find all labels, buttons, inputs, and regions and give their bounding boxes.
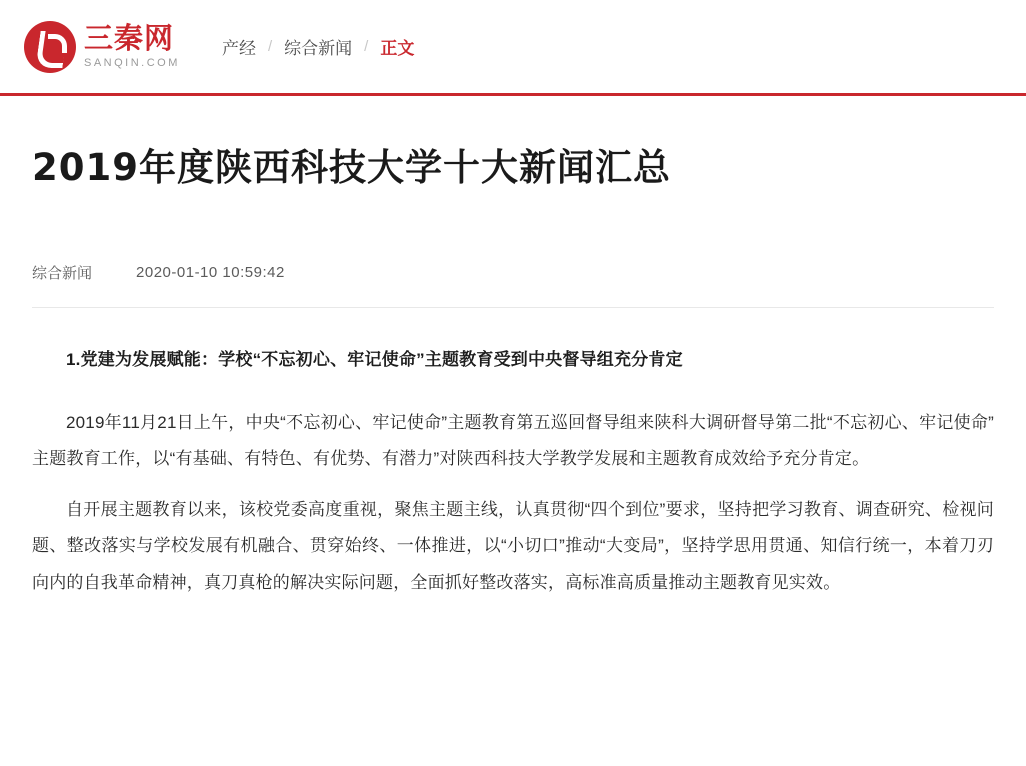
site-logo[interactable] xyxy=(24,21,184,73)
article-timestamp: 2020-01-10 10:59:42 xyxy=(136,264,285,282)
article-body xyxy=(32,342,994,601)
logo-title-en: SANQIN.COM xyxy=(84,57,180,69)
breadcrumb xyxy=(222,34,414,59)
article-container xyxy=(0,144,1026,601)
sanqin-logo-icon xyxy=(24,21,76,73)
breadcrumb-separator: / xyxy=(268,38,273,55)
breadcrumb-separator: / xyxy=(364,38,369,55)
breadcrumb-item-chanjing[interactable]: 产经 xyxy=(222,39,256,58)
site-header xyxy=(0,0,1026,96)
article-meta xyxy=(32,262,994,308)
article-paragraph: 1.党建为发展赋能：学校“不忘初心、牢记使命”主题教育受到中央督导组充分肯定 xyxy=(66,350,683,370)
breadcrumb-item-zonghexinwen[interactable]: 综合新闻 xyxy=(284,39,353,58)
article-paragraph: 2019年11月21日上午，中央“不忘初心、牢记使命”主题教育第五巡回督导组来陕科大调研督导第二批“不忘初心、牢记使命”主题教育工作，以“有基础、有特色、有优势、有潜力”对陕西科技大学教学发展和主题教育成效给予充分肯定。 xyxy=(32,412,994,469)
logo-title-cn: 三秦网 xyxy=(84,21,175,55)
article-paragraph: 自开展主题教育以来，该校党委高度重视，聚焦主题主线，认真贯彻“四个到位”要求，坚持把学习教育、调查研究、检视问题、整改落实与学校发展有机融合、贯穿始终、一体推进，以“小切口”推动“大变局”，坚持学思用贯通、知信行统一，本着刀刃向内的自我革命精神，真刀真枪的解决实际问题，全面抓好整改落实，高标准高质量推动主题教育见实效。 xyxy=(32,499,994,592)
article-category: 综合新闻 xyxy=(32,265,93,283)
page-title: 2019年度陕西科技大学十大新闻汇总 xyxy=(32,146,671,189)
breadcrumb-item-current: 正文 xyxy=(380,39,415,58)
logo-text xyxy=(84,21,180,69)
